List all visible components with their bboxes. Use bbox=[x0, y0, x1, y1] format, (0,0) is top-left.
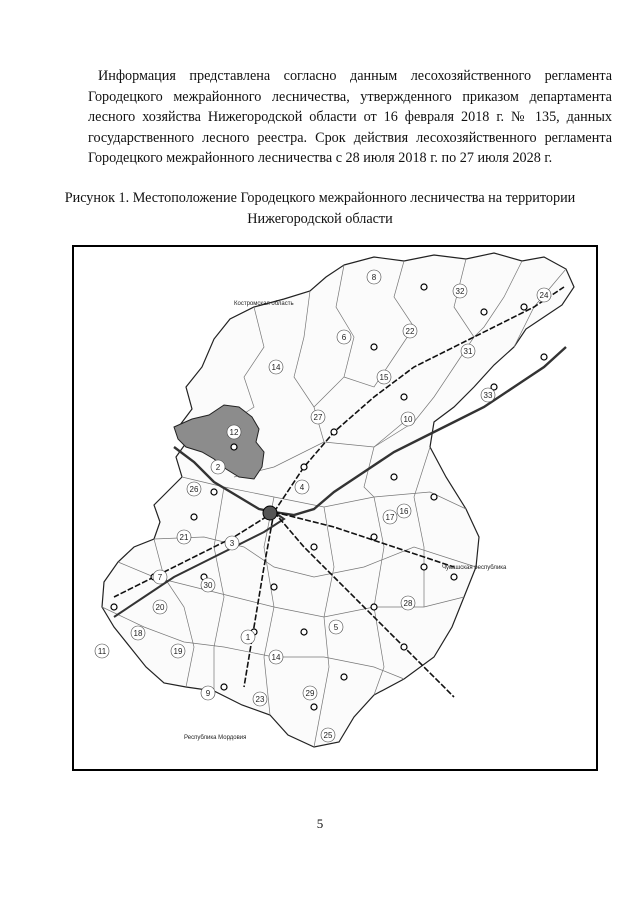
district-label bbox=[187, 482, 201, 496]
district-label bbox=[453, 284, 467, 298]
svg-text:5: 5 bbox=[333, 623, 339, 632]
district-label bbox=[329, 620, 343, 634]
district-label bbox=[153, 600, 167, 614]
svg-text:9: 9 bbox=[205, 689, 211, 698]
svg-text:19: 19 bbox=[173, 647, 183, 656]
svg-text:23: 23 bbox=[255, 695, 265, 704]
svg-text:29: 29 bbox=[305, 689, 315, 698]
district-label bbox=[303, 686, 317, 700]
svg-text:21: 21 bbox=[179, 533, 189, 542]
district-label bbox=[481, 388, 495, 402]
oblast-boundary bbox=[102, 253, 574, 747]
page-number: 5 bbox=[316, 816, 324, 831]
svg-text:16: 16 bbox=[399, 507, 409, 516]
district-label bbox=[253, 692, 267, 706]
figure-caption-line1: Рисунок 1. Местоположение Городецкого межрайонного лесничества на территории bbox=[64, 190, 576, 206]
paragraph-line: Информация представлена согласно данным лесохозяйственного регламента bbox=[98, 68, 612, 84]
chuvash-label-text: Чувашская республика bbox=[442, 565, 507, 571]
district-label bbox=[367, 270, 381, 284]
region-map bbox=[72, 245, 598, 771]
district-label bbox=[401, 412, 415, 426]
mordovia-label: Республика Мордовия bbox=[184, 735, 247, 741]
district-label bbox=[403, 324, 417, 338]
svg-text:3: 3 bbox=[229, 539, 235, 548]
svg-text:15: 15 bbox=[379, 373, 389, 382]
district-label bbox=[201, 578, 215, 592]
paragraph-line: лесного хозяйства Нижегородской области от 16 февраля 2018 г. № 135, данных bbox=[88, 109, 612, 126]
svg-text:4: 4 bbox=[299, 483, 305, 492]
figure-caption bbox=[60, 188, 580, 229]
district-label bbox=[225, 536, 239, 550]
svg-text:28: 28 bbox=[403, 599, 413, 608]
district-label bbox=[537, 288, 551, 302]
district-label bbox=[153, 570, 167, 584]
district-label bbox=[337, 330, 351, 344]
svg-text:11: 11 bbox=[97, 647, 107, 656]
district-label bbox=[321, 728, 335, 742]
paragraph-line: Городецкого межрайонного лесничества, утвержденного приказом департамента bbox=[88, 88, 612, 105]
svg-text:25: 25 bbox=[323, 731, 333, 740]
region-map-svg bbox=[74, 247, 596, 769]
district-label bbox=[397, 504, 411, 518]
nizhny-novgorod-marker bbox=[263, 506, 277, 520]
svg-text:2: 2 bbox=[215, 463, 221, 472]
district-label bbox=[311, 410, 325, 424]
svg-text:32: 32 bbox=[455, 287, 465, 296]
district-label bbox=[383, 510, 397, 524]
chuvash-label-overlay bbox=[442, 565, 508, 572]
svg-text:12: 12 bbox=[229, 428, 239, 437]
district-label bbox=[211, 460, 225, 474]
district-label bbox=[269, 650, 283, 664]
district-label bbox=[227, 425, 241, 439]
svg-text:1: 1 bbox=[245, 633, 251, 642]
district-label bbox=[171, 644, 185, 658]
svg-text:27: 27 bbox=[313, 413, 323, 422]
district-label bbox=[295, 480, 309, 494]
svg-text:31: 31 bbox=[463, 347, 473, 356]
figure-caption-line2: Нижегородской области bbox=[247, 210, 393, 227]
svg-text:22: 22 bbox=[405, 327, 415, 336]
district-label bbox=[377, 370, 391, 384]
svg-text:24: 24 bbox=[539, 291, 549, 300]
paragraph-line: государственного лесного реестра. Срок действия лесохозяйственного регламента bbox=[88, 129, 612, 146]
svg-text:20: 20 bbox=[155, 603, 165, 612]
kostroma-label: Костромская область bbox=[234, 301, 294, 307]
district-label bbox=[401, 596, 415, 610]
district-label bbox=[177, 530, 191, 544]
intro-paragraph bbox=[88, 66, 612, 169]
district-label bbox=[201, 686, 215, 700]
svg-text:6: 6 bbox=[341, 333, 347, 342]
svg-text:33: 33 bbox=[483, 391, 493, 400]
district-label bbox=[269, 360, 283, 374]
district-label bbox=[241, 630, 255, 644]
svg-text:14: 14 bbox=[271, 653, 281, 662]
svg-text:8: 8 bbox=[371, 273, 377, 282]
svg-text:14: 14 bbox=[271, 363, 281, 372]
district-label bbox=[461, 344, 475, 358]
svg-text:30: 30 bbox=[203, 581, 213, 590]
svg-text:7: 7 bbox=[157, 573, 163, 582]
svg-text:26: 26 bbox=[189, 485, 199, 494]
district-label bbox=[131, 626, 145, 640]
svg-text:18: 18 bbox=[133, 629, 143, 638]
district-label bbox=[95, 644, 109, 658]
paragraph-line: Городецкого межрайонного лесничества с 28 июля 2018 г. по 27 июля 2028 г. bbox=[88, 150, 553, 167]
svg-text:10: 10 bbox=[403, 415, 413, 424]
svg-text:17: 17 bbox=[385, 513, 395, 522]
